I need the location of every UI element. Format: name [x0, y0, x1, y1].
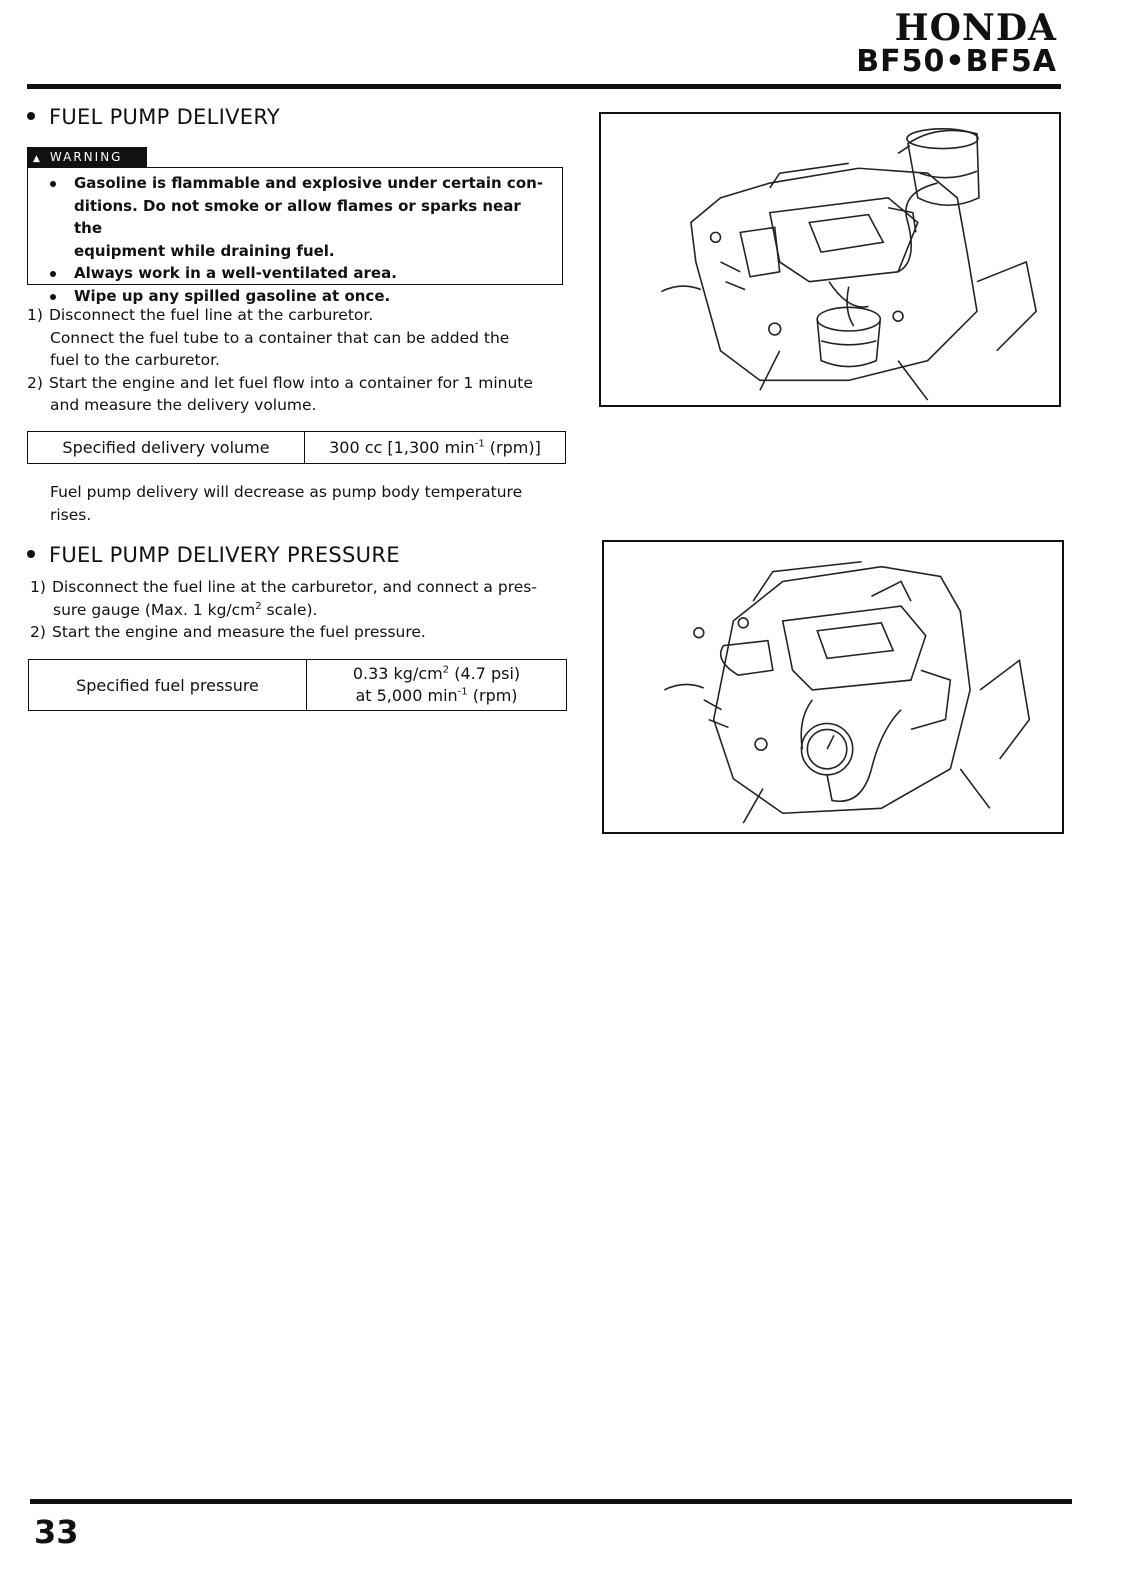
engine-illustration-container	[604, 542, 1062, 832]
warning-triangle-icon: ▲	[33, 154, 42, 164]
warning-item: Gasoline is flammable and explosive under certain con-	[48, 172, 552, 195]
engine-illustration-container	[601, 114, 1059, 405]
bullet-icon	[27, 112, 35, 120]
warning-item-continued: ditions. Do not smoke or allow flames or sparks near the	[74, 196, 521, 237]
spec-table-fuel-pressure	[28, 659, 567, 711]
step-list-2	[30, 576, 570, 644]
bullet-icon	[50, 181, 56, 187]
spec-value: 0.33 $kg/cm^2$ (4.7 psi) at 5,000 $\min^{-1} (rpm)$	[306, 660, 566, 710]
warning-label: ▲ WARNING	[27, 147, 147, 167]
note-text: Fuel pump delivery will decrease as pump body temperature rises.	[50, 483, 523, 524]
section-heading-fuel-pump-pressure: FUEL PUMP DELIVERY PRESSURE	[27, 542, 400, 568]
warning-item-continued: equipment while draining fuel.	[74, 241, 335, 260]
figure-fuel-delivery-measurement	[599, 112, 1061, 407]
spec-table-delivery-volume	[27, 431, 566, 464]
step-2-line: and measure the delivery volume.	[50, 396, 317, 414]
bullet-icon	[50, 294, 56, 300]
step-1-line: fuel to the carburetor.	[50, 351, 220, 369]
step-2: 2) Start the engine and let fuel flow into a container for 1 minute	[27, 373, 533, 392]
warning-box	[27, 167, 563, 305]
step-1: 1) Disconnect the fuel line at the carburetor.	[27, 306, 374, 324]
spec-label: Specified delivery volume	[62, 438, 270, 457]
header-rule	[27, 84, 1061, 89]
bullet-icon	[27, 550, 35, 558]
step-1: 1) Disconnect the fuel line at the carburetor, and connect a pres-	[30, 578, 537, 596]
step-list	[27, 304, 567, 417]
bullet-icon	[50, 271, 56, 277]
page-number: 33	[34, 1513, 79, 1551]
model-title: BF50•BF5A	[856, 44, 1057, 79]
warning-item: Wipe up any spilled gasoline at once.	[48, 285, 552, 308]
step-1-line: sure gauge (Max. 1 $kg/cm^2$ scale).	[53, 600, 318, 619]
figure-fuel-pressure-measurement	[602, 540, 1064, 834]
spec-value: 300 cc [1,300 $\min^{-1} (rpm)$]	[304, 432, 565, 463]
step-2: 2) Start the engine and measure the fuel pressure.	[30, 623, 426, 641]
warning-item: Always work in a well-ventilated area.	[48, 262, 552, 285]
step-1-line: Connect the fuel tube to a container that can be added the	[50, 328, 510, 347]
footer-rule	[30, 1499, 1072, 1504]
brand-logo: HONDA	[894, 7, 1057, 49]
section-heading-fuel-pump-delivery: FUEL PUMP DELIVERY	[27, 104, 280, 130]
spec-label: Specified fuel pressure	[76, 675, 259, 695]
